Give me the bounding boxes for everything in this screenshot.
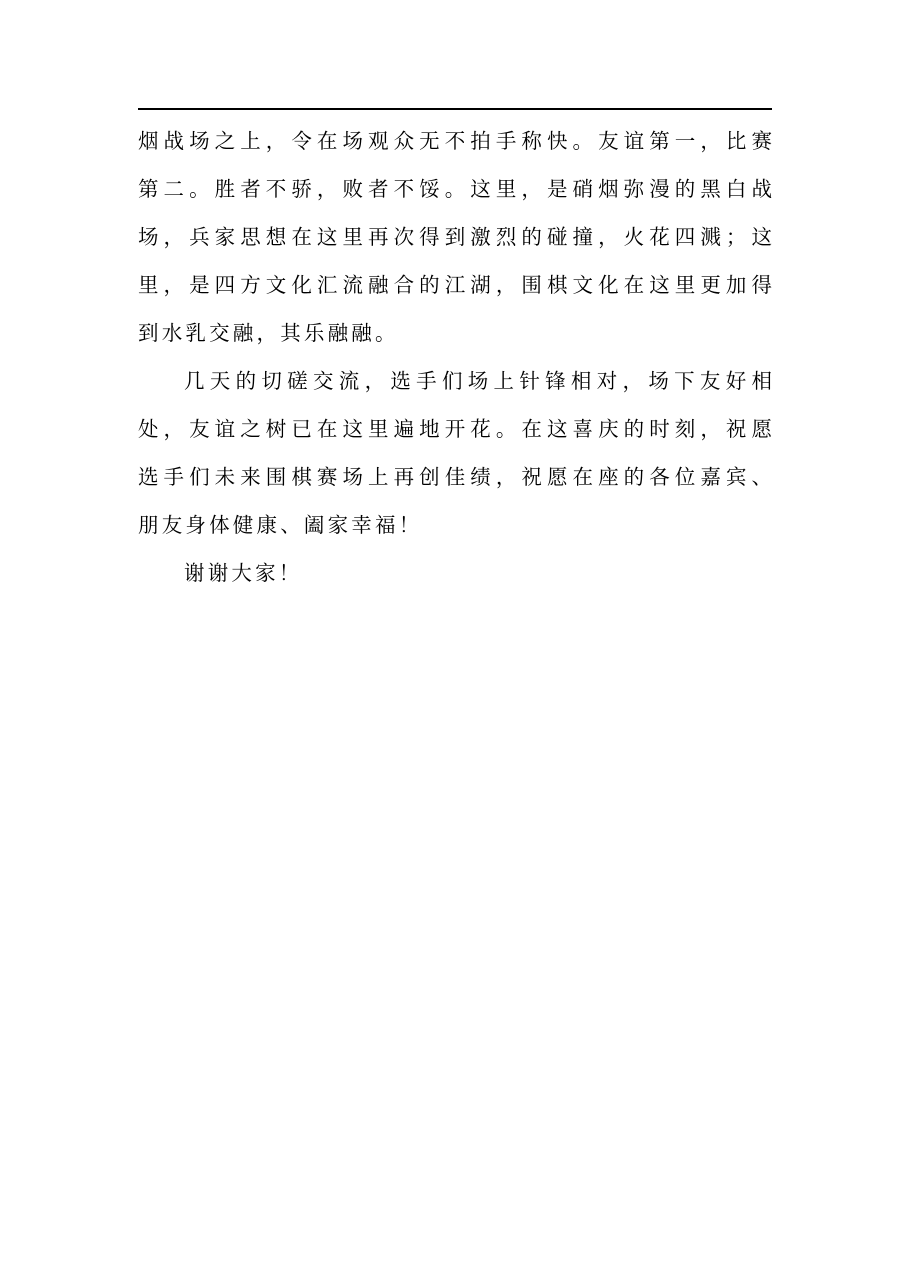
text-line: 处，友谊之树已在这里遍地开花。在这喜庆的时刻，祝愿 [138,417,772,441]
text-line: 几天的切磋交流，选手们场上针锋相对，场下友好相 [184,369,772,393]
body-text [138,121,772,601]
text-line: 里，是四方文化汇流融合的江湖，围棋文化在这里更加得 [138,273,772,297]
text-line: 朋友身体健康、阖家幸福！ [138,513,423,537]
text-line: 选手们未来围棋赛场上再创佳绩，祝愿在座的各位嘉宾、 [138,465,772,489]
text-line: 谢谢大家！ [184,561,303,585]
text-line: 第二。胜者不骄，败者不馁。这里，是硝烟弥漫的黑白战 [138,177,772,201]
text-line: 到水乳交融，其乐融融。 [138,321,399,345]
header-rule [138,108,772,110]
text-line: 烟战场之上，令在场观众无不拍手称快。友谊第一，比赛 [138,129,772,153]
text-line: 场，兵家思想在这里再次得到激烈的碰撞，火花四溅；这 [138,225,772,249]
